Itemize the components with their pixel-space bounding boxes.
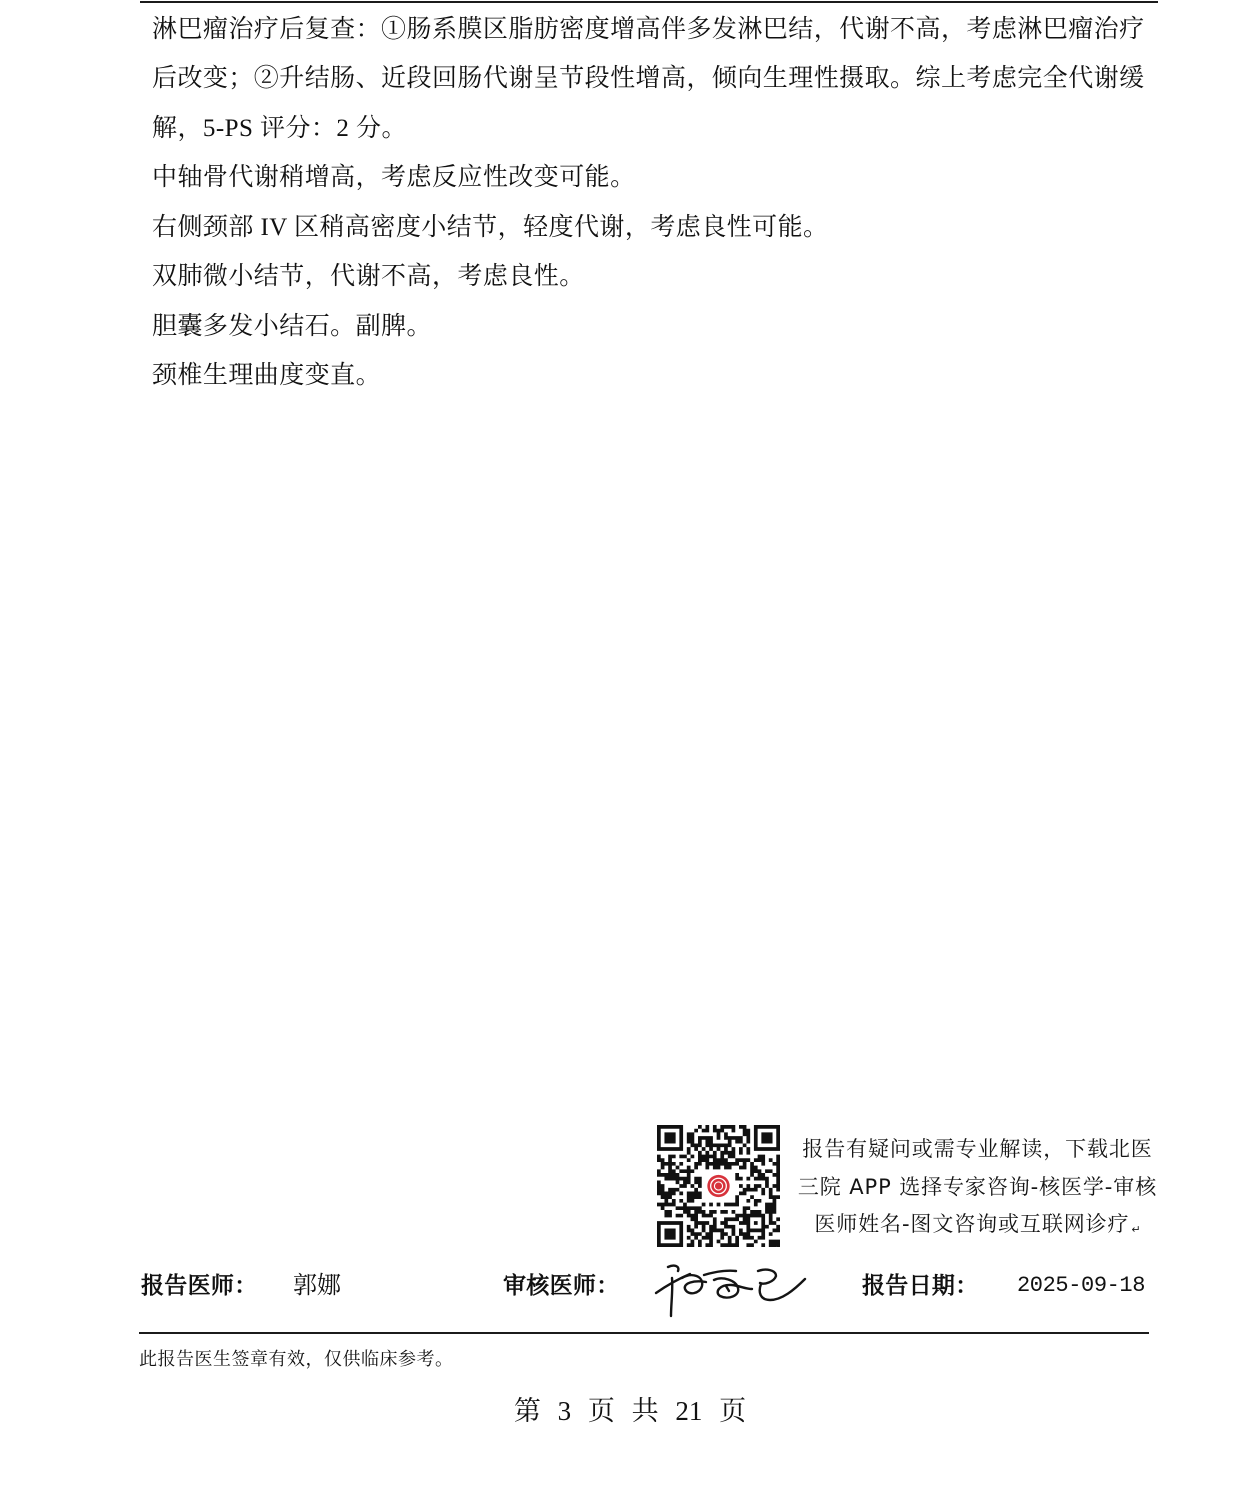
signature-stroke: [726, 1286, 729, 1291]
findings-line: 后改变；②升结肠、近段回肠代谢呈节段性增高，倾向生理性摄取。综上考虑完全代谢缓: [152, 65, 1145, 93]
findings-line: 淋巴瘤治疗后复查：①肠系膜区脂肪密度增高伴多发淋巴结，代谢不高，考虑淋巴瘤治疗: [152, 16, 1145, 43]
finding-cervical-spine: [152, 351, 1145, 400]
paragraph-mark-icon: ↵: [1131, 1223, 1141, 1236]
qr-note-line-last: [790, 1206, 1165, 1249]
top-rule: [140, 1, 1158, 3]
page-number: 第 3 页 共 21 页: [513, 1396, 747, 1426]
findings-line: 右侧颈部 IV 区稍高密度小结节，轻度代谢，考虑良性可能。: [152, 213, 829, 241]
qr-note-line: 报告有疑问或需专业解读，下载北医: [802, 1137, 1153, 1161]
findings-line: 双肺微小结节，代谢不高，考虑良性。: [152, 263, 585, 291]
validity-footnote: 此报告医生签章有效，仅供临床参考。: [139, 1349, 454, 1369]
finding-lymphoma-followup: [152, 5, 1145, 153]
signature-stroke: [758, 1270, 776, 1284]
qr-note-line: 医师姓名-图文咨询或互联网诊疗: [814, 1212, 1130, 1236]
signature-stroke: [682, 1275, 706, 1293]
findings-line: 颈椎生理曲度变直。: [152, 362, 382, 390]
finding-neck-nodule: [152, 203, 1145, 252]
reviewer-label: 审核医师：: [503, 1273, 620, 1299]
report-findings: [152, 5, 1145, 401]
report-date-label: 报告日期：: [862, 1273, 979, 1299]
signature-stroke: [714, 1278, 752, 1297]
findings-line: 胆囊多发小结石。副脾。: [152, 312, 432, 340]
signature-stroke: [704, 1271, 736, 1275]
qr-consultation-note: [790, 1131, 1165, 1249]
findings-line: 解，5-PS 评分：2 分。: [152, 114, 407, 142]
reviewer-signature: [648, 1258, 808, 1320]
reporter-name: 郭娜: [293, 1273, 341, 1299]
finding-lung-nodules: [152, 252, 1145, 301]
qr-center-logo: [705, 1172, 733, 1199]
finding-gallbladder-spleen: [152, 302, 1145, 351]
hospital-seal-core: [714, 1182, 722, 1190]
report-date-value: 2025-09-18: [1017, 1273, 1146, 1298]
signature-stroke: [668, 1266, 678, 1271]
finding-axial-skeleton: [152, 153, 1145, 202]
reporter-label: 报告医师：: [141, 1273, 258, 1299]
signature-stroke: [671, 1278, 672, 1316]
qr-note-line: 三院 APP 选择专家咨询-核医学-审核: [797, 1174, 1158, 1199]
qr-code: [657, 1125, 780, 1247]
bottom-rule: [139, 1332, 1149, 1334]
findings-line: 中轴骨代谢稍增高，考虑反应性改变可能。: [152, 164, 636, 192]
